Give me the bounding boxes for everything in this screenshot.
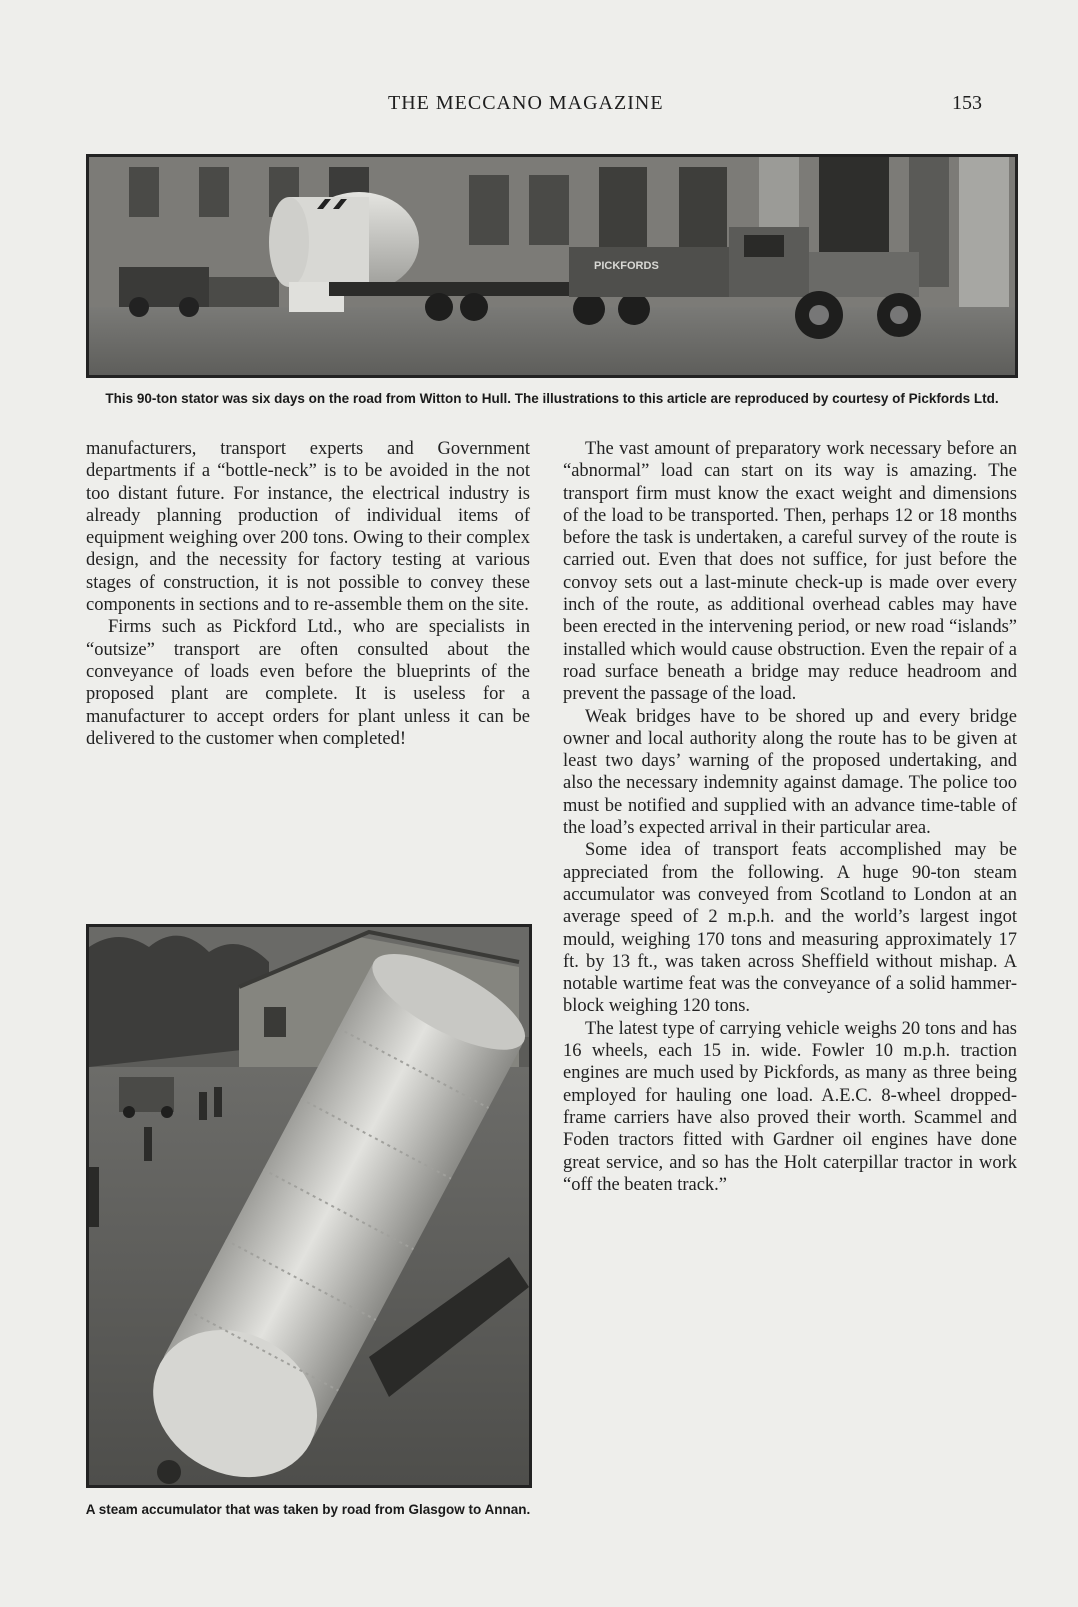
article-paragraph: manufacturers, transport experts and Government departments if a “bottle-neck” is to be avoided in the not too distant future. For instance, the electrical industry is already planning production of individual items of equipment weighing over 200 tons. Owing to their complex design, and the necessity for factory testing at various stages of construction, it is not possible to convey these components in sections and to re-assemble them on the site. [86,439,530,616]
stator-photo [86,154,1018,378]
page-number: 153 [952,92,982,114]
stator-transport-illustration [89,157,1015,375]
bottom-photo-caption: A steam accumulator that was taken by road from Glasgow to Annan. [85,1502,531,1517]
top-photo-caption: This 90-ton stator was six days on the road from Witton to Hull. The illustrations to this article are reproduced by courtesy of Pickfords Ltd. [105,391,999,406]
article-paragraph: Weak bridges have to be shored up and every bridge owner and local authority along the route has to be given at least two days’ warning of the proposed undertaking, and also the necessary indemnity against damage. The police too must be notified and supplied with an advance time-table of the load’s expected arrival in their particular area. [563,706,1017,839]
article-paragraph: Firms such as Pickford Ltd., who are specialists in “outsize” transport are often consulted about the conveyance of loads even before the blueprints of the proposed plant are complete. It is useless for a manufacturer to accept orders for plant unless it can be delivered to the customer when completed! [86,617,530,749]
truck-lettering: PICKFORDS [594,260,659,272]
article-paragraph: The latest type of carrying vehicle weighs 20 tons and has 16 wheels, each 15 in. wide. Fowler 10 m.p.h. traction engines are much used by Pickfords, as many as three being employed for hauling one load. A.E.C. 8-wheel dropped-frame carriers have also proved their worth. Scammel and Foden tractors fitted with Gardner oil engines have done great service, and so has the Holt caterpillar tractor in work “off the beaten track.” [563,1018,1017,1195]
article-paragraph: The vast amount of preparatory work necessary before an “abnormal” load can start on its way is amazing. The transport firm must know the exact weight and dimensions of the load to be transported. Then, perhaps 12 or 18 months before the task is undertaken, a careful survey of the route is carried out. Even that does not suffice, for just before the convoy sets out a last-minute check-up is made over every inch of the route, as additional overhead cables may have been erected in the intervening period, or new road “islands” installed which would cause obstruction. Even the repair of a road surface beneath a bridge may reduce headroom and prevent the passage of the load. [563,439,1017,705]
article-right-column [563,438,1017,1196]
magazine-title: THE MECCANO MAGAZINE [388,92,664,114]
article-left-column [86,438,530,750]
article-paragraph: Some idea of transport feats accomplished may be appreciated from the following. A huge 90-ton steam accumulator was conveyed from Scotland to London at an average speed of 2 m.p.h. and the world’s largest ingot mould, weighing 170 tons and measuring approximately 17 ft. by 13 ft., was taken across Sheffield without mishap. A notable wartime feat was the conveyance of a solid hammer-block weighing 120 tons. [563,840,1017,1017]
steam-accumulator-photo [86,924,532,1488]
steam-accumulator-illustration [89,927,529,1485]
page-header [0,92,1078,120]
